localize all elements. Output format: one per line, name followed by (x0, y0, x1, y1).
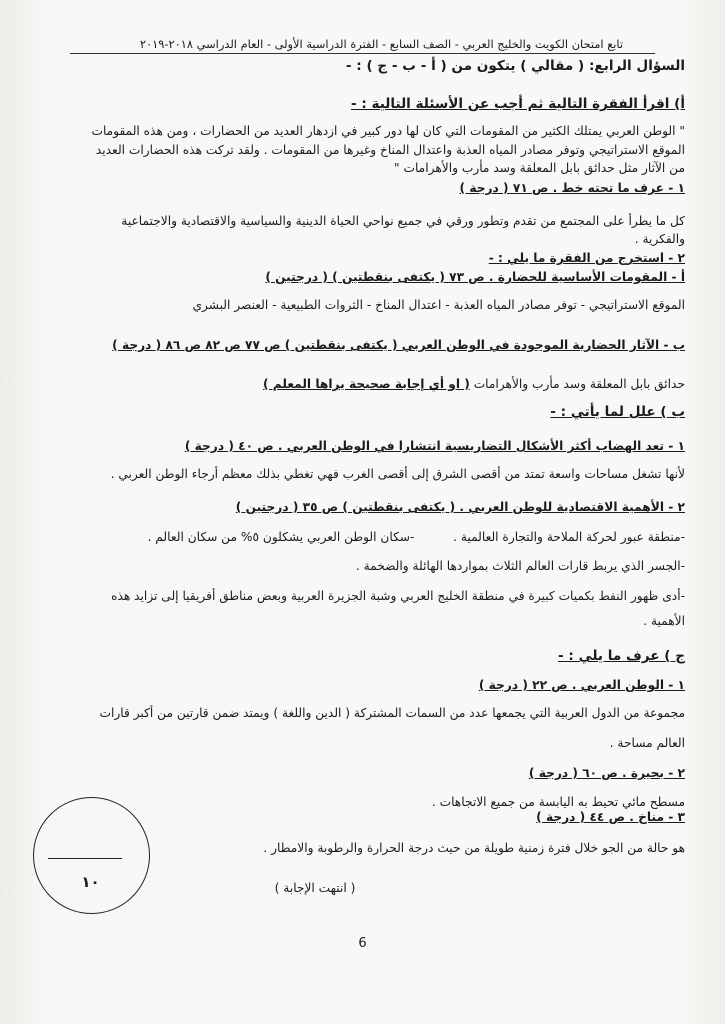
part-b-title: ب ) علل لما يأتي : - (550, 404, 685, 420)
part-b-q2-answer-1: -منطقة عبور لحركة الملاحة والتجارة العالمية . -سكان الوطن العربي يشكلون ٥% من سكان العالم . (147, 530, 685, 544)
question-4-title: السؤال الرابع: ( مقالي ) يتكون من ( أ - ب - ج ) : - (345, 58, 685, 74)
part-b-q1-label: ١ - تعد الهضاب أكثر الأشكال التضاريسية انتشارا في الوطن العربي . ص ٤٠ ( درجة ) (184, 439, 685, 453)
part-c-q2-answer: مسطح مائي تحيط به اليابسة من جميع الاتجاهات . (431, 795, 685, 809)
passage-line-3: من الآثار مثل حدائق بابل المعلقة وسد مأرب والأهرامات " (394, 161, 685, 175)
part-a-q2b-answer-note: ( او أي إجابة صحيحة يراها المعلم ) (262, 377, 470, 391)
part-b-q2-label: ٢ - الأهمية الاقتصادية للوطن العربي . ( يكتفى بنقطتين ) ص ٣٥ ( درجتين ) (235, 500, 685, 514)
part-a-q1-label: ١ - عرف ما تحته خط . ص ٧١ ( درجة ) (459, 181, 685, 195)
end-note: ( انتهت الإجابة ) (274, 881, 356, 895)
part-c-q3-label: ٣ - مناخ . ص ٤٤ ( درجة ) (536, 810, 685, 824)
score-circle (33, 797, 150, 914)
passage-line-2: الموقع الاستراتيجي وتوفر مصادر المياه العذبة واعتدال المناخ وغيرها من المقومات . ولقد تركت هذه الحضارات العديد (95, 143, 685, 157)
part-c-q1-answer-1: مجموعة من الدول العربية التي يجمعها عدد من السمات المشتركة ( الدين واللغة ) ويمتد ضمن قارتين من أكبر قارات (99, 706, 685, 720)
part-b-q2-answer-3: -أدى ظهور النفط بكميات كبيرة في منطقة الخليج العربي وشبة الجزيرة العربية وبعض مناطق أفريقيا إلى تزايد هذه (111, 589, 685, 603)
part-c-q3-answer: هو حالة من الجو خلال فترة زمنية طويلة من حيث درجة الحرارة والرطوبة والامطار . (263, 841, 685, 855)
part-b-q1-answer: لأنها تشغل مساحات واسعة تمتد من أقصى الشرق إلى أقصى الغرب فهي تغطي بذلك معظم أرجاء الوطن العربي . (110, 467, 685, 481)
part-a-q2b-answer-text: حدائق بابل المعلقة وسد مأرب والأهرامات (473, 377, 685, 391)
passage-line-1: " الوطن العربي يمتلك الكثير من المقومات التي كان لها دور كبير في ازدهار العديد من الحضارات ، ومن هذه المقومات (91, 124, 685, 138)
exam-header: تابع امتحان الكويت والخليج العربي - الصف السابع - الفترة الدراسية الأولى - العام الدراسي ٢٠١٨-٢٠١٩ (139, 37, 624, 51)
part-a-q2a-answer: الموقع الاستراتيجي - توفر مصادر المياه العذبة - اعتدال المناخ - الثروات الطبيعية - العنصر البشري (192, 298, 685, 312)
page-number: 6 (358, 936, 367, 951)
part-a-q2a-label: أ - المقومات الأساسية للحضارة . ص ٧٣ ( يكتفى بنقطتين ) ( درجتين ) (265, 270, 685, 284)
part-a-q2b-answer (14, 376, 685, 392)
part-a-q2-label: ٢ - استخرج من الفقرة ما يلي : - (488, 251, 685, 265)
part-a-instruction: أ) اقرأ الفقرة التالية ثم أجب عن الأسئلة التالية : - (350, 96, 685, 112)
header-divider (70, 53, 655, 54)
part-c-q1-answer-2: العالم مساحة . (609, 736, 685, 750)
score-divider (48, 858, 122, 859)
part-a-q2b-label: ب - الآثار الحضارية الموجودة في الوطن العربي ( يكتفى بنقطتين ) ص ٧٧ ص ٨٢ ص ٨٦ ( درجة ) (112, 338, 685, 352)
score-value: ١٠ (81, 873, 100, 891)
part-c-title: ج ) عرف ما يلي : - (558, 648, 685, 664)
part-c-q2-label: ٢ - بحيرة . ص ٦٠ ( درجة ) (528, 766, 685, 780)
part-a-q1-answer-2: والفكرية . (634, 232, 685, 246)
part-b-q2-answer-4: الأهمية . (643, 614, 685, 628)
part-a-q1-answer-1: كل ما يطرأ على المجتمع من تقدم وتطور ورقي في جميع نواحي الحياة الدينية والسياسية والاقتصادية والاجتماعية (121, 214, 685, 228)
part-b-q2-answer-2: -الجسر الذي يربط قارات العالم الثلاث بمواردها الهائلة والضخمة . (355, 559, 685, 573)
part-c-q1-label: ١ - الوطن العربي . ص ٢٢ ( درجة ) (478, 678, 685, 692)
